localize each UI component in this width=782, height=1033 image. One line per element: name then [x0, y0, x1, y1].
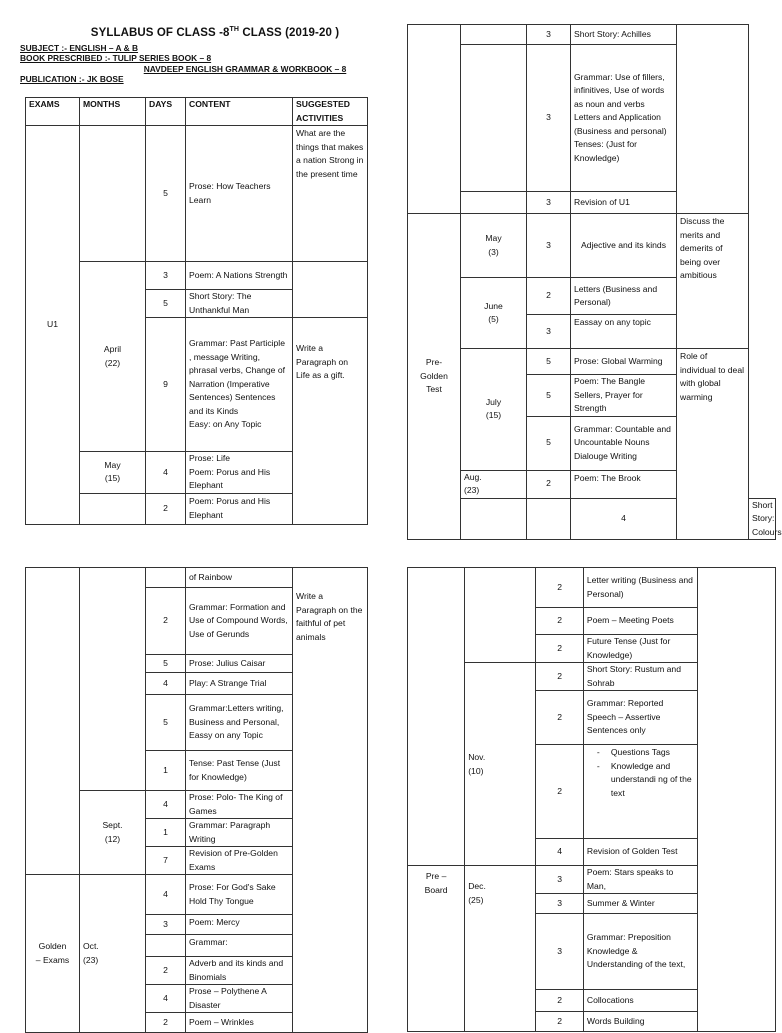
content-cell: Letters (Business and Personal) [571, 278, 677, 315]
month-cell: Nov. (10) [465, 663, 536, 866]
days-cell: 5 [146, 695, 186, 751]
days-cell: 4 [146, 875, 186, 915]
list-item: - Questions Tags [597, 746, 694, 760]
content-cell: Words Building [583, 1012, 697, 1032]
content-cell: Prose: Life Poem: Porus and His Elephant [186, 452, 293, 494]
content-cell: Grammar:Letters writing, Business and Personal, Eassy on any Topic [186, 695, 293, 751]
content-cell: Poem: Mercy [186, 915, 293, 935]
subject-line: SUBJECT :- ENGLISH – A & B [20, 42, 139, 53]
activity-cell: Write a Paragraph on the faithful of pet animals [293, 568, 368, 1033]
month-cell: Aug. (23) [461, 470, 527, 498]
content-cell: Grammar: Paragraph Writing [186, 819, 293, 847]
content-cell: Grammar: Use of fillers, infinitives, Use of words as noun and verbs Letters and Application (Business and personal) Tenses: (Just for Knowledge) [571, 45, 677, 192]
content-cell [583, 745, 697, 839]
content-cell: Prose: For God's Sake Hold Thy Tongue [186, 875, 293, 915]
days-cell [146, 568, 186, 588]
publication-line: PUBLICATION :- JK BOSE [20, 74, 124, 85]
days-cell: 5 [146, 655, 186, 673]
days-cell: 2 [536, 691, 583, 745]
days-cell: 2 [146, 957, 186, 985]
days-cell: 2 [536, 1012, 583, 1032]
content-cell: Grammar: Formation and Use of Compound Words, Use of Gerunds [186, 588, 293, 655]
exam-cell: U1 [26, 126, 80, 525]
month-cell: April (22) [80, 262, 146, 452]
days-cell: 3 [536, 914, 583, 990]
days-cell: 3 [527, 25, 571, 45]
content-cell: Short Story: Colours [749, 498, 776, 540]
days-cell: 5 [527, 375, 571, 417]
days-cell: 4 [146, 673, 186, 695]
month-cell: Sept. (12) [80, 791, 146, 875]
days-cell: 5 [146, 290, 186, 318]
days-cell: 2 [146, 493, 186, 524]
days-cell: 2 [536, 663, 583, 691]
month-cell: Dec. (25) [465, 866, 536, 1032]
content-cell: Tense: Past Tense (Just for Knowledge) [186, 751, 293, 791]
content-cell: Adverb and its kinds and Binomials [186, 957, 293, 985]
content-cell: Short Story: Achilles [571, 25, 677, 45]
content-cell: Future Tense (Just for Knowledge) [583, 635, 697, 663]
content-cell: Summer & Winter [583, 894, 697, 914]
bullet-list [587, 746, 694, 800]
month-cell: July (15) [461, 349, 527, 471]
days-cell: 5 [527, 416, 571, 470]
content-cell: Poem: The Brook [571, 470, 677, 498]
days-cell: 2 [527, 278, 571, 315]
col-days: DAYS [146, 98, 186, 126]
content-cell: Prose: How Teachers Learn [186, 126, 293, 262]
days-cell: 7 [146, 847, 186, 875]
content-cell: Grammar: Preposition Knowledge & Understanding of the text, [583, 914, 697, 990]
book-line: BOOK PRESCRIBED :- TULIP SERIES BOOK – 8 [20, 53, 212, 64]
days-cell: 3 [536, 866, 583, 894]
panel-2-table [407, 24, 782, 540]
content-cell: Grammar: Reported Speech – Assertive Sentences only [583, 691, 697, 745]
days-cell: 2 [527, 470, 571, 498]
content-cell: Eassay on any topic [571, 315, 677, 349]
days-cell: 2 [536, 608, 583, 635]
col-months: MONTHS [80, 98, 146, 126]
activity-cell: Discuss the merits and demerits of being over ambitious [677, 214, 749, 349]
content-cell: Short Story: Rustum and Sohrab [583, 663, 697, 691]
days-cell: 9 [146, 318, 186, 452]
col-content: CONTENT [186, 98, 293, 126]
content-cell: Grammar: Countable and Uncountable Nouns Dialouge Writing [571, 416, 677, 470]
content-cell: Prose: Julius Caisar [186, 655, 293, 673]
days-cell: 5 [527, 349, 571, 375]
content-cell: Poem: Porus and His Elephant [186, 493, 293, 524]
content-cell: Prose – Polythene A Disaster [186, 985, 293, 1013]
content-cell: Short Story: The Unthankful Man [186, 290, 293, 318]
panel-3-table [25, 567, 368, 1033]
days-cell: 3 [527, 214, 571, 278]
content-cell: Prose: Global Warming [571, 349, 677, 375]
activity-cell: Write a Paragraph on Life as a gift. [293, 318, 368, 525]
content-cell: Poem – Wrinkles [186, 1013, 293, 1033]
days-cell: 2 [536, 635, 583, 663]
days-cell: 1 [146, 819, 186, 847]
content-cell: Poem: Stars speaks to Man, [583, 866, 697, 894]
days-cell: 3 [146, 915, 186, 935]
month-cell: Oct. (23) [80, 875, 146, 1033]
days-cell: 4 [146, 791, 186, 819]
days-cell: 2 [146, 1013, 186, 1033]
month-cell: May (15) [80, 452, 146, 494]
month-cell: May (3) [461, 214, 527, 278]
content-cell: Prose: Polo- The King of Games [186, 791, 293, 819]
content-cell: Grammar: Past Participle , message Writing, phrasal verbs, Change of Narration (Imperative Sentences) Sentences and its Kinds Easy: on Any Topic [186, 318, 293, 452]
syllabus-header [20, 26, 370, 85]
list-item: - Knowledge and understandi ng of the text [597, 760, 694, 801]
activity-cell: What are the things that makes a nation Strong in the present time [293, 126, 368, 262]
days-cell: 4 [146, 452, 186, 494]
days-cell: 2 [146, 588, 186, 655]
panel-4-table [407, 567, 776, 1032]
content-cell: Letter writing (Business and Personal) [583, 568, 697, 608]
content-cell: Collocations [583, 990, 697, 1012]
exam-cell: Golden – Exams [26, 875, 80, 1033]
content-cell: Adjective and its kinds [571, 214, 677, 278]
exam-cell: Pre – Board [408, 866, 465, 1032]
days-cell: 2 [536, 568, 583, 608]
book-line-2: NAVDEEP ENGLISH GRAMMAR & WORKBOOK – 8 [143, 63, 347, 74]
days-cell: 3 [146, 262, 186, 290]
days-cell: 4 [536, 839, 583, 866]
content-cell: Poem: The Bangle Sellers, Prayer for Strength [571, 375, 677, 417]
content-cell: Revision of Pre-Golden Exams [186, 847, 293, 875]
days-cell: 1 [146, 751, 186, 791]
days-cell: 2 [536, 990, 583, 1012]
days-cell: 3 [527, 45, 571, 192]
content-cell: Play: A Strange Trial [186, 673, 293, 695]
col-activities: SUGGESTED ACTIVITIES [293, 98, 368, 126]
days-cell: 3 [527, 192, 571, 214]
content-cell: Grammar: [186, 935, 293, 957]
activity-cell: Role of individual to deal with global warming [677, 349, 749, 540]
content-cell: Revision of U1 [571, 192, 677, 214]
days-cell: 4 [146, 985, 186, 1013]
content-cell: Revision of Golden Test [583, 839, 697, 866]
days-cell [146, 935, 186, 957]
month-cell: June (5) [461, 278, 527, 349]
content-cell: of Rainbow [186, 568, 293, 588]
document-title: SYLLABUS OF CLASS -8TH CLASS (2019-20 ) [90, 26, 340, 39]
panel-1-table [25, 97, 368, 525]
days-cell: 4 [571, 498, 677, 540]
days-cell: 2 [536, 745, 583, 839]
days-cell: 3 [527, 315, 571, 349]
exam-cell: Pre- Golden Test [408, 214, 461, 540]
days-cell: 5 [146, 126, 186, 262]
content-cell: Poem – Meeting Poets [583, 608, 697, 635]
content-cell: Poem: A Nations Strength [186, 262, 293, 290]
days-cell: 3 [536, 894, 583, 914]
col-exams: EXAMS [26, 98, 80, 126]
